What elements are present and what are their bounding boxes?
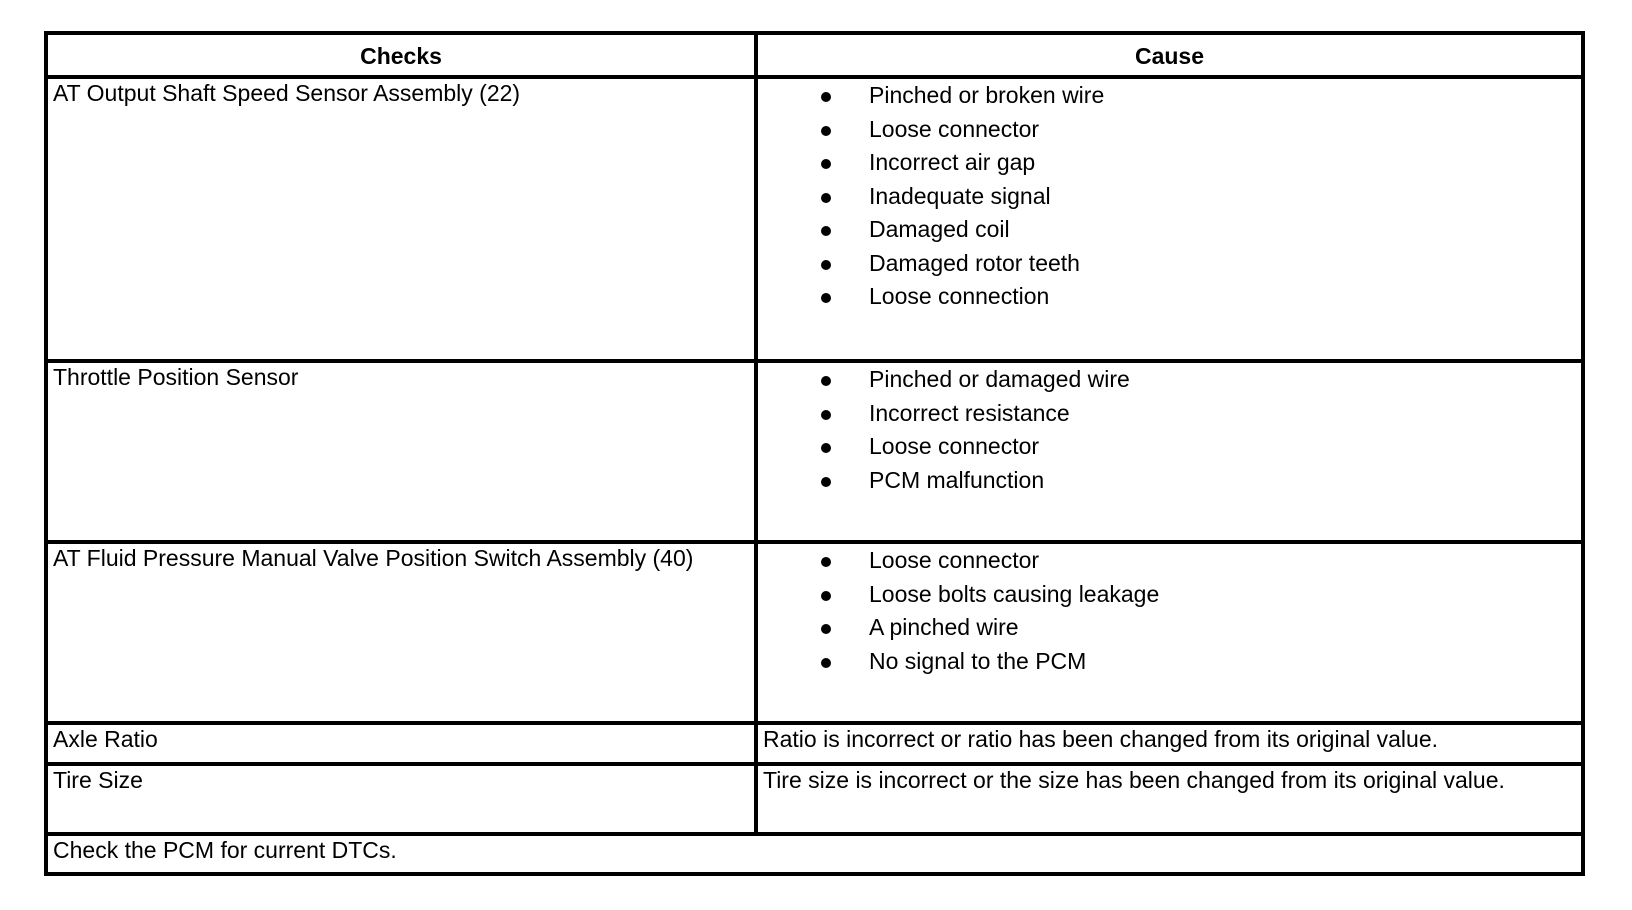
footer-row — [46, 834, 1583, 874]
list-item — [763, 213, 1576, 247]
cause-text: Damaged rotor teeth — [869, 249, 1080, 276]
check-cell: Axle Ratio — [46, 723, 756, 764]
bullet-icon — [821, 376, 831, 386]
bullet-icon — [821, 658, 831, 668]
cause-text: Pinched or damaged wire — [869, 366, 1130, 392]
table-row — [46, 764, 1583, 834]
bullet-icon — [821, 591, 831, 601]
diagnostic-table — [44, 31, 1585, 876]
list-item — [763, 113, 1576, 147]
list-item — [763, 363, 1576, 397]
list-item — [763, 146, 1576, 180]
bullet-icon — [821, 624, 831, 634]
list-item — [763, 578, 1576, 612]
table-row — [46, 542, 1583, 723]
cause-text: A pinched wire — [869, 614, 1019, 640]
list-item — [763, 645, 1576, 679]
cause-list — [763, 544, 1576, 678]
check-cell: AT Output Shaft Speed Sensor Assembly (22) — [46, 77, 756, 361]
bullet-icon — [821, 260, 831, 270]
list-item — [763, 397, 1576, 431]
list-item — [763, 464, 1576, 498]
bullet-icon — [821, 126, 831, 136]
check-cell: Tire Size — [46, 764, 756, 834]
bullet-icon — [821, 477, 831, 487]
header-row — [46, 33, 1583, 77]
bullet-icon — [821, 159, 831, 169]
table-row — [46, 77, 1583, 361]
bullet-icon — [821, 410, 831, 420]
cause-cell: Tire size is incorrect or the size has been changed from its original value. — [756, 764, 1583, 834]
cause-text: Incorrect air gap — [869, 149, 1036, 175]
cause-text: Damaged coil — [869, 216, 1010, 242]
footer-note: Check the PCM for current DTCs. — [46, 834, 1583, 874]
bullet-icon — [821, 92, 831, 102]
list-item — [763, 430, 1576, 464]
cause-text: Inadequate signal — [869, 182, 1051, 209]
cause-cell — [756, 361, 1583, 542]
cause-cell: Ratio is incorrect or ratio has been changed from its original value. — [756, 723, 1583, 764]
check-cell: AT Fluid Pressure Manual Valve Position Switch Assembly (40) — [46, 542, 756, 723]
cause-text: Loose connector — [869, 547, 1040, 573]
list-item — [763, 611, 1576, 645]
list-item — [763, 79, 1576, 113]
list-item — [763, 280, 1576, 314]
check-cell: Throttle Position Sensor — [46, 361, 756, 542]
cause-text: No signal to the PCM — [869, 647, 1087, 674]
list-item — [763, 544, 1576, 578]
cause-text: PCM malfunction — [869, 466, 1045, 493]
cause-header: Cause — [756, 33, 1583, 77]
cause-text: Pinched or broken wire — [869, 82, 1105, 108]
bullet-icon — [821, 443, 831, 453]
cause-text: Incorrect resistance — [869, 399, 1070, 426]
cause-text: Loose connector — [869, 433, 1040, 459]
table-row — [46, 361, 1583, 542]
checks-header: Checks — [46, 33, 756, 77]
table-row — [46, 723, 1583, 764]
list-item — [763, 180, 1576, 214]
list-item — [763, 247, 1576, 281]
cause-cell — [756, 77, 1583, 361]
bullet-icon — [821, 293, 831, 303]
cause-text: Loose bolts causing leakage — [869, 580, 1160, 607]
cause-text: Loose connection — [869, 283, 1050, 309]
cause-list — [763, 363, 1576, 497]
bullet-icon — [821, 557, 831, 567]
bullet-icon — [821, 193, 831, 203]
cause-cell — [756, 542, 1583, 723]
cause-text: Loose connector — [869, 115, 1040, 142]
bullet-icon — [821, 226, 831, 236]
cause-list — [763, 79, 1576, 314]
